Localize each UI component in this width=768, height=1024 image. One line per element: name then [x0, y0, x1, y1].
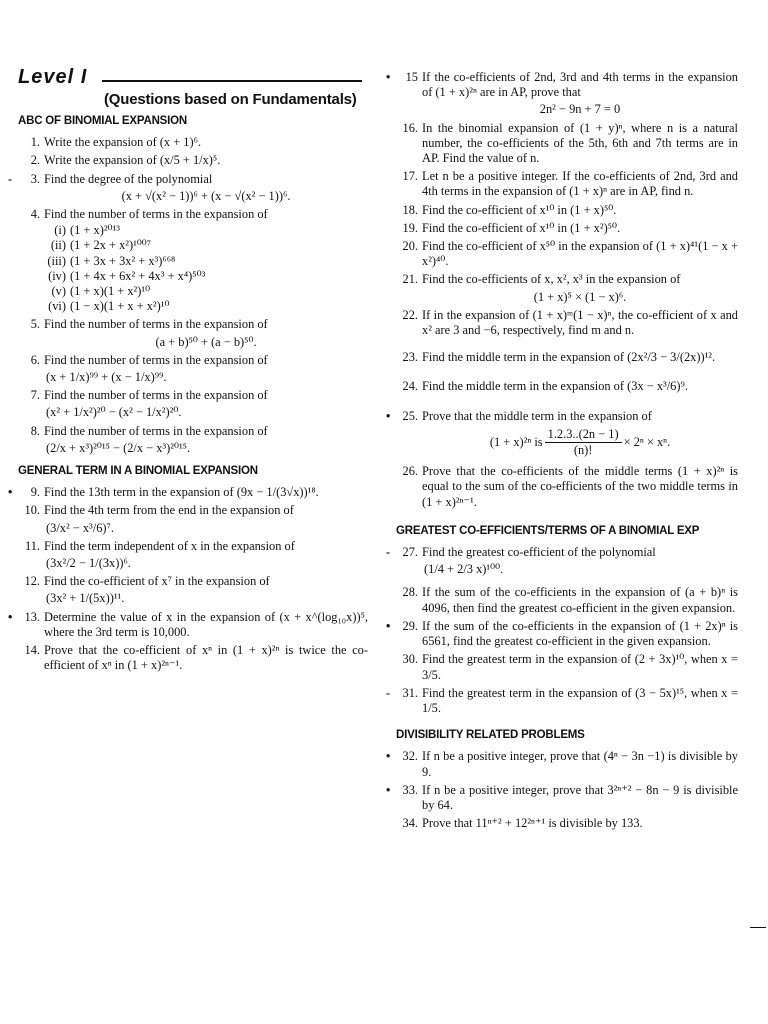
question-text: Find the number of terms in the expansion of: [44, 207, 268, 222]
margin-mark: -: [386, 685, 391, 700]
question-text: Find the number of terms in the expansion of: [44, 388, 268, 403]
question-number: 25.: [402, 408, 418, 423]
question-text: Prove that the co-efficient of xⁿ in (1 + x)²ⁿ is twice the co-efficient of xⁿ in (1 + x)²ⁿ⁻¹.: [44, 643, 368, 673]
question-text: Find the co-efficient of x¹⁰ in (1 + x)⁵⁰.: [422, 202, 617, 217]
question-number: 15: [405, 70, 418, 84]
question-8: [16, 424, 368, 456]
question-4: [16, 207, 368, 314]
question-text: Find the 13th term in the expansion of: [44, 485, 234, 500]
question-number: 26.: [402, 464, 418, 479]
question-24: [394, 379, 738, 394]
question-number: 11.: [24, 538, 40, 553]
question-expression: (x/5 + 1/x)⁵.: [159, 153, 221, 168]
question-3: [8, 171, 368, 204]
question-text: Find the middle term in the expansion of: [422, 379, 625, 394]
question-expression: (a + b)⁵⁰ + (a − b)⁵⁰.: [155, 334, 257, 349]
sub-question: (vi) (1 − x)(1 + x + x²)¹⁰: [48, 299, 170, 314]
margin-mark: •: [386, 408, 391, 423]
question-text: If n be a positive integer, prove that 3²ⁿ⁺² − 8n − 9 is divisible by 64.: [422, 782, 738, 812]
question-number: 14.: [24, 643, 40, 657]
question-number: 13.: [24, 609, 40, 624]
question-number: 2.: [30, 153, 40, 168]
question-text: Find the co-efficients of x, x², x³ in the expansion of: [422, 272, 681, 287]
question-expression: (1/4 + 2/3 x)¹⁰⁰.: [424, 562, 504, 577]
question-text: Find the degree of the polynomial: [44, 171, 213, 186]
question-expression: (1 + x)²ⁿ is $\frac{1.2.3..(2n - 1)}{(n)!}$ × 2ⁿ × xⁿ.: [489, 426, 671, 458]
question-expression: (9x − 1/(3√x))¹⁸.: [236, 485, 319, 500]
question-9: [8, 485, 368, 500]
fraction: $\frac{1.2.3..(2n - 1)}{(n)!}$: [545, 427, 622, 458]
question-14: [16, 643, 368, 673]
question-21: [394, 272, 738, 304]
question-number: 3.: [30, 171, 40, 186]
question-number: 8.: [30, 423, 40, 438]
question-number: 20.: [402, 239, 418, 254]
question-30: [394, 652, 738, 682]
question-29: [386, 618, 738, 649]
margin-mark: •: [8, 485, 13, 500]
question-text: Let n be a positive integer. If the co-efficients of 2nd, 3rd and 4th terms in the expansion of (1 + x)ⁿ are in AP, find n.: [422, 169, 738, 199]
question-text: Find the co-efficient of x¹⁰ in (1 + x²)⁵⁰.: [422, 220, 621, 235]
question-expression: (x + √(x² − 1))⁶ + (x − √(x² − 1))⁶.: [121, 188, 291, 203]
question-2: [16, 153, 368, 168]
question-number: 31.: [402, 685, 418, 700]
level-rule: [102, 80, 362, 82]
question-16: [394, 121, 738, 167]
question-13: [8, 609, 368, 640]
question-15: [386, 70, 738, 118]
question-text: If the sum of the co-efficients in the expansion of (a + b)ⁿ is 4096, then find the greatest co-efficient in the given expansion.: [422, 585, 738, 615]
question-17: [394, 169, 738, 199]
question-expression: (3x²/2 − 1/(3x))⁶.: [46, 555, 131, 570]
margin-stroke: [750, 927, 766, 928]
question-number: 23.: [402, 350, 418, 365]
question-text: Find the greatest term in the expansion of (2 + 3x)¹⁰, when x = 3/5.: [422, 652, 738, 682]
question-text: Find the co-efficient of x⁷ in the expansion of: [44, 574, 270, 589]
margin-mark: •: [386, 782, 391, 797]
question-number: 33.: [402, 782, 418, 797]
section-heading-divisibility: DIVISIBILITY RELATED PROBLEMS: [396, 729, 585, 742]
question-number: 6.: [30, 352, 40, 367]
question-text: Find the number of terms in the expansion of: [44, 423, 268, 438]
question-number: 4.: [30, 207, 40, 222]
question-text: If in the expansion of (1 + x)ᵐ(1 − x)ⁿ, the co-efficient of x and x² are 3 and −6, respectively, find m and n.: [422, 307, 738, 338]
question-number: 32.: [402, 749, 418, 764]
question-6: [16, 353, 368, 385]
sub-question: (iii) (1 + 3x + 3x² + x³)⁶⁶⁸: [47, 253, 176, 268]
right-column: [386, 70, 738, 834]
question-expression: (3/x² − x³/6)⁷.: [46, 520, 114, 535]
question-5: [16, 317, 368, 349]
section-heading-general: GENERAL TERM IN A BINOMIAL EXPANSION: [18, 464, 258, 477]
question-expression: (x + 1/x)⁹⁹ + (x − 1/x)⁹⁹.: [46, 369, 167, 384]
question-number: 30.: [402, 652, 418, 667]
question-22: [394, 308, 738, 338]
question-expression: (1 + x)⁵ × (1 − x)⁶.: [533, 289, 627, 304]
question-number: 28.: [402, 585, 418, 600]
question-1: [16, 135, 368, 150]
sub-question: (iv) (1 + 4x + 6x² + 4x³ + x⁴)⁵⁰³: [48, 268, 206, 283]
margin-mark: •: [8, 609, 13, 624]
margin-mark: •: [386, 70, 391, 84]
question-text: Prove that the co-efficients of the middle terms (1 + x)²ⁿ is equal to the sum of the co-efficients of the two middle terms in (1 + x)²ⁿ⁻¹.: [422, 464, 738, 509]
question-text: Find the number of terms in the expansion of: [44, 352, 268, 367]
sub-question: (v) (1 + x)(1 + x²)¹⁰: [51, 283, 151, 298]
level-title: Level I: [18, 66, 88, 88]
question-number: 18.: [402, 202, 418, 217]
question-text: Find the 4th term from the end in the expansion of: [44, 503, 294, 518]
question-25: [386, 408, 738, 459]
question-number: 27.: [402, 545, 418, 560]
level-header: [16, 66, 368, 106]
question-number: 12.: [24, 574, 40, 589]
question-expression: (3x² + 1/(5x))¹¹.: [46, 591, 125, 606]
question-number: 19.: [402, 220, 418, 235]
question-expression: (2/x + x³)²⁰¹⁵ − (2/x − x³)²⁰¹⁵.: [46, 440, 191, 455]
question-text: Determine the value of x in the expansion of (x + x^(log₁₀x))⁵, where the 3rd term is 10,000.: [44, 609, 368, 639]
question-number: 16.: [402, 120, 418, 135]
question-number: 21.: [402, 272, 418, 287]
question-number: 29.: [402, 618, 418, 633]
question-text: Write the expansion of (x + 1)⁶.: [44, 135, 202, 150]
question-32: [386, 749, 738, 779]
question-number: 9.: [30, 485, 40, 500]
question-20: [394, 239, 738, 269]
question-26: [394, 464, 738, 510]
question-18: [394, 203, 738, 218]
question-text: Write the expansion of: [44, 153, 157, 168]
question-23: [394, 350, 738, 365]
question-text: If n be a positive integer, prove that (4ⁿ − 3n −1) is divisible by 9.: [422, 749, 738, 779]
question-expression: (x² + 1/x²)²⁰ − (x² − 1/x²)²⁰.: [46, 405, 182, 420]
margin-mark: -: [386, 545, 391, 560]
question-text: If the co-efficients of 2nd, 3rd and 4th terms in the expansion of (1 + x)²ⁿ are in AP, prove that: [422, 70, 738, 100]
question-text: Find the middle term in the expansion of: [422, 350, 625, 365]
question-expression: 2n² − 9n + 7 = 0: [539, 102, 621, 117]
question-text: Find the term independent of x in the expansion of: [44, 538, 295, 553]
question-text: Prove that the middle term in the expansion of: [422, 408, 652, 423]
sub-question-list: [44, 223, 368, 314]
level-subtitle: (Questions based on Fundamentals): [104, 91, 357, 108]
margin-mark: -: [8, 171, 13, 186]
question-number: 7.: [30, 388, 40, 403]
question-text: Find the greatest co-efficient of the polynomial: [422, 545, 656, 560]
question-text: Find the greatest term in the expansion of (3 − 5x)¹⁵, when x = 1/5.: [422, 685, 738, 715]
question-number: 5.: [30, 317, 40, 332]
sub-question: (i) (1 + x)²⁰¹³: [54, 223, 120, 238]
question-34: [394, 816, 738, 831]
question-number: 10.: [24, 503, 40, 518]
question-text: Find the number of terms in the expansion of: [44, 317, 268, 332]
question-33: [386, 782, 738, 813]
margin-mark: •: [386, 749, 391, 764]
section-heading-greatest: GREATEST CO-EFFICIENTS/TERMS OF A BINOMIAL EXP: [396, 524, 700, 537]
section-heading-abc: ABC OF BINOMIAL EXPANSION: [18, 115, 187, 127]
question-11: [16, 539, 368, 571]
question-text: Prove that 11ⁿ⁺² + 12²ⁿ⁺¹ is divisible by 133.: [422, 816, 643, 831]
question-text: Find the co-efficient of x⁵⁰ in the expansion of (1 + x)⁴¹(1 − x + x²)⁴⁰.: [422, 239, 738, 269]
question-expression: (3x − x³/6)⁹.: [627, 379, 688, 394]
question-10: [16, 503, 368, 535]
sub-question: (ii) (1 + 2x + x²)¹⁰⁰⁷: [50, 238, 152, 253]
question-number: 1.: [30, 135, 40, 150]
question-27: [386, 545, 738, 577]
question-text: In the binomial expansion of (1 + y)ⁿ, where n is a natural number, the co-efficients of the 5th, 6th and 7th terms are in AP. Find the value of n.: [422, 120, 738, 166]
left-column: [8, 66, 368, 676]
question-19: [394, 221, 738, 236]
question-28: [394, 585, 738, 615]
question-31: [386, 685, 738, 716]
margin-mark: •: [386, 618, 391, 633]
question-number: 17.: [402, 169, 418, 184]
question-number: 22.: [402, 307, 418, 322]
question-12: [16, 574, 368, 606]
question-number: 24.: [402, 379, 418, 394]
question-number: 34.: [402, 816, 418, 831]
question-expression: (2x²/3 − 3/(2x))¹².: [627, 350, 716, 365]
question-text: If the sum of the co-efficients in the expansion of (1 + 2x)ⁿ is 6561, find the greatest co-efficient in the given expansion.: [422, 618, 738, 649]
question-7: [16, 388, 368, 420]
